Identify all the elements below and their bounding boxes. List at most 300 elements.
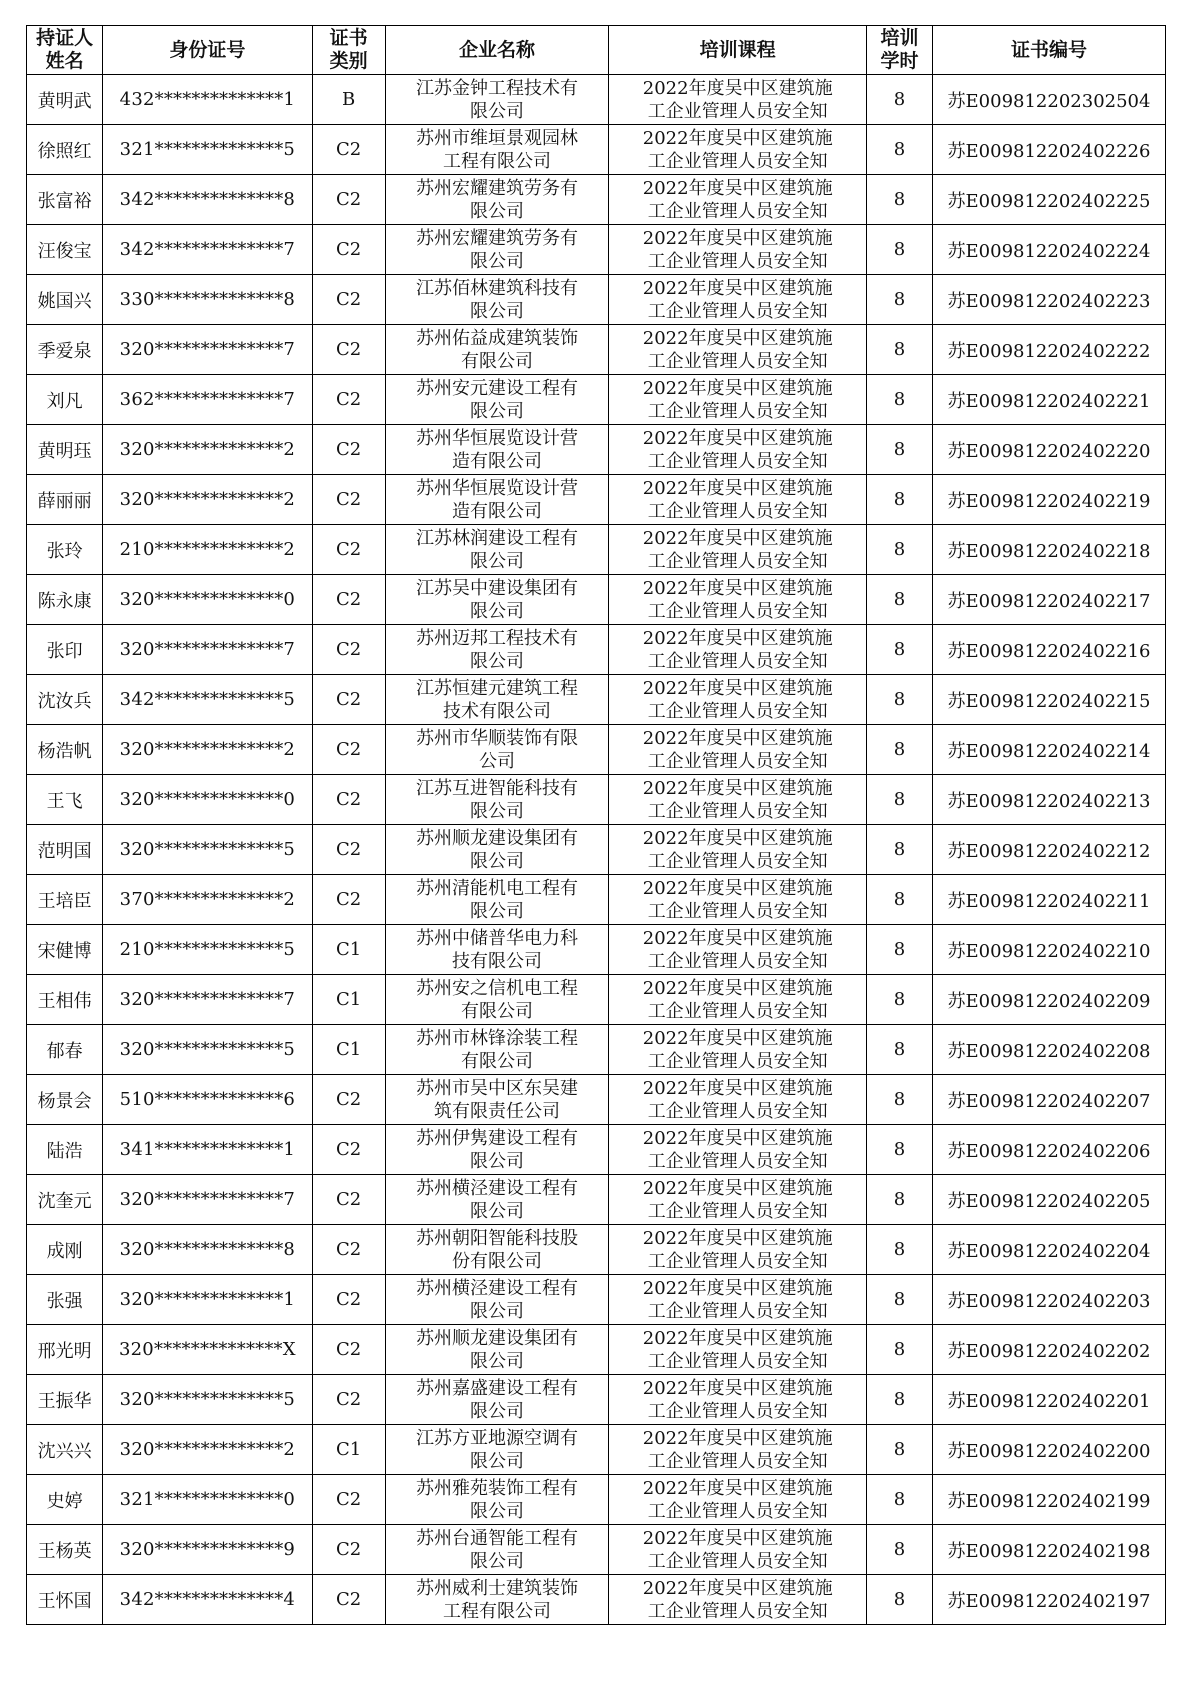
- certificate-number: 苏E009812202402205: [933, 1175, 1166, 1225]
- table-row: [27, 1425, 1166, 1475]
- certificate-number: 苏E009812202402212: [933, 825, 1166, 875]
- training-course-line1: 2022年度吴中区建筑施: [642, 977, 833, 999]
- training-course: [609, 1425, 867, 1475]
- training-hours: 8: [867, 75, 933, 125]
- company-name-line2: 有限公司: [461, 350, 533, 372]
- company-name-line1: 苏州安之信机电工程: [416, 977, 578, 999]
- training-course-line2: 工企业管理人员安全知: [647, 1300, 828, 1322]
- certificate-number: 苏E009812202402209: [933, 975, 1166, 1025]
- training-course-line2: 工企业管理人员安全知: [647, 650, 828, 672]
- certificate-number: 苏E009812202402221: [933, 375, 1166, 425]
- id-number: 341**************1: [103, 1125, 312, 1175]
- table-row: [27, 1175, 1166, 1225]
- training-course: [609, 1225, 867, 1275]
- cert-type: C2: [312, 675, 385, 725]
- training-hours: 8: [867, 275, 933, 325]
- holder-name: 黄明珏: [27, 425, 103, 475]
- training-course-line2: 工企业管理人员安全知: [647, 900, 828, 922]
- id-number: 510**************6: [103, 1075, 312, 1125]
- table-row: [27, 425, 1166, 475]
- cert-type: C2: [312, 225, 385, 275]
- company-name: [385, 1125, 609, 1175]
- training-course-line1: 2022年度吴中区建筑施: [642, 1277, 833, 1299]
- company-name-line2: 限公司: [470, 250, 524, 272]
- training-course: [609, 1175, 867, 1225]
- cert-type: C2: [312, 1075, 385, 1125]
- cert-type: C2: [312, 425, 385, 475]
- company-name-line2: 限公司: [470, 1300, 524, 1322]
- company-name: [385, 1425, 609, 1475]
- holder-name: 薛丽丽: [27, 475, 103, 525]
- training-course: [609, 1275, 867, 1325]
- company-name-line1: 苏州宏耀建筑劳务有: [416, 227, 578, 249]
- company-name-line1: 江苏金钟工程技术有: [416, 77, 578, 99]
- cert-type: C2: [312, 875, 385, 925]
- table-row: [27, 825, 1166, 875]
- holder-name: 郁春: [27, 1025, 103, 1075]
- training-course: [609, 825, 867, 875]
- company-name-line2: 技有限公司: [452, 950, 542, 972]
- company-name-line1: 江苏方亚地源空调有: [416, 1427, 578, 1449]
- table-row: [27, 325, 1166, 375]
- cert-type: C2: [312, 625, 385, 675]
- holder-name: 邢光明: [27, 1325, 103, 1375]
- certificate-number: 苏E009812202402217: [933, 575, 1166, 625]
- company-name: [385, 1075, 609, 1125]
- holder-name: 陆浩: [27, 1125, 103, 1175]
- holder-name: 黄明武: [27, 75, 103, 125]
- company-name: [385, 125, 609, 175]
- id-number: 342**************7: [103, 225, 312, 275]
- cert-type: C2: [312, 1175, 385, 1225]
- company-name-line1: 江苏林润建设工程有: [416, 527, 578, 549]
- id-number: 370**************2: [103, 875, 312, 925]
- table-row: [27, 475, 1166, 525]
- id-number: 210**************2: [103, 525, 312, 575]
- company-name: [385, 1025, 609, 1075]
- certificate-number: 苏E009812202402215: [933, 675, 1166, 725]
- table-row: [27, 1575, 1166, 1625]
- training-hours: 8: [867, 125, 933, 175]
- training-course: [609, 375, 867, 425]
- id-number: 210**************5: [103, 925, 312, 975]
- training-course-line2: 工企业管理人员安全知: [647, 950, 828, 972]
- training-hours: 8: [867, 975, 933, 1025]
- training-course-line2: 工企业管理人员安全知: [647, 750, 828, 772]
- training-course: [609, 75, 867, 125]
- company-name-line2: 造有限公司: [452, 450, 542, 472]
- company-name: [385, 225, 609, 275]
- id-number: 320**************5: [103, 825, 312, 875]
- training-hours: 8: [867, 1425, 933, 1475]
- company-name-line2: 限公司: [470, 800, 524, 822]
- table-row: [27, 225, 1166, 275]
- certificate-number: 苏E009812202302504: [933, 75, 1166, 125]
- cert-type: C1: [312, 1025, 385, 1075]
- training-course-line1: 2022年度吴中区建筑施: [642, 177, 833, 199]
- id-number: 320**************1: [103, 1275, 312, 1325]
- company-name-line2: 限公司: [470, 1350, 524, 1372]
- id-number: 320**************7: [103, 325, 312, 375]
- certificate-number: 苏E009812202402218: [933, 525, 1166, 575]
- header-hours-line1: 培训: [880, 27, 919, 49]
- training-course-line2: 工企业管理人员安全知: [647, 350, 828, 372]
- company-name: [385, 275, 609, 325]
- company-name: [385, 725, 609, 775]
- company-name: [385, 325, 609, 375]
- company-name-line2: 工程有限公司: [443, 150, 551, 172]
- training-course: [609, 625, 867, 675]
- training-course-line1: 2022年度吴中区建筑施: [642, 927, 833, 949]
- company-name-line2: 造有限公司: [452, 500, 542, 522]
- cert-type: C2: [312, 1125, 385, 1175]
- company-name-line1: 苏州市华顺装饰有限: [416, 727, 578, 749]
- company-name-line1: 苏州顺龙建设集团有: [416, 1327, 578, 1349]
- table-row: [27, 1475, 1166, 1525]
- id-number: 320**************7: [103, 975, 312, 1025]
- training-course-line2: 工企业管理人员安全知: [647, 1400, 828, 1422]
- table-row: [27, 1075, 1166, 1125]
- company-name-line1: 苏州威利士建筑装饰: [416, 1577, 578, 1599]
- cert-type: C2: [312, 475, 385, 525]
- cert-type: C2: [312, 825, 385, 875]
- company-name-line2: 限公司: [470, 900, 524, 922]
- company-name-line1: 苏州顺龙建设集团有: [416, 827, 578, 849]
- table-row: [27, 175, 1166, 225]
- training-course: [609, 1325, 867, 1375]
- holder-name: 汪俊宝: [27, 225, 103, 275]
- training-hours: 8: [867, 1225, 933, 1275]
- cert-type: C2: [312, 1375, 385, 1425]
- header-hours: [867, 26, 933, 75]
- holder-name: 张印: [27, 625, 103, 675]
- training-hours: 8: [867, 575, 933, 625]
- company-name-line1: 苏州华恒展览设计营: [416, 427, 578, 449]
- holder-name: 姚国兴: [27, 275, 103, 325]
- cert-type: C1: [312, 1425, 385, 1475]
- training-course: [609, 525, 867, 575]
- training-hours: 8: [867, 425, 933, 475]
- holder-name: 王杨英: [27, 1525, 103, 1575]
- company-name: [385, 75, 609, 125]
- id-number: 362**************7: [103, 375, 312, 425]
- cert-type: C2: [312, 725, 385, 775]
- training-course-line2: 工企业管理人员安全知: [647, 1200, 828, 1222]
- training-hours: 8: [867, 1375, 933, 1425]
- company-name: [385, 975, 609, 1025]
- company-name-line2: 限公司: [470, 400, 524, 422]
- company-name-line1: 江苏恒建元建筑工程: [416, 677, 578, 699]
- training-course: [609, 475, 867, 525]
- company-name-line1: 苏州佑益成建筑装饰: [416, 327, 578, 349]
- table-row: [27, 1375, 1166, 1425]
- training-course-line1: 2022年度吴中区建筑施: [642, 1127, 833, 1149]
- company-name-line1: 苏州市吴中区东吴建: [416, 1077, 578, 1099]
- company-name: [385, 475, 609, 525]
- holder-name: 王振华: [27, 1375, 103, 1425]
- table-row: [27, 575, 1166, 625]
- id-number: 320**************5: [103, 1025, 312, 1075]
- training-hours: 8: [867, 1525, 933, 1575]
- cert-type: C2: [312, 375, 385, 425]
- training-course: [609, 775, 867, 825]
- id-number: 342**************8: [103, 175, 312, 225]
- training-course-line1: 2022年度吴中区建筑施: [642, 1077, 833, 1099]
- holder-name: 张富裕: [27, 175, 103, 225]
- company-name: [385, 1575, 609, 1625]
- company-name-line1: 苏州伊隽建设工程有: [416, 1127, 578, 1149]
- cert-type: C2: [312, 275, 385, 325]
- training-course-line2: 工企业管理人员安全知: [647, 850, 828, 872]
- training-course: [609, 575, 867, 625]
- holder-name: 宋健博: [27, 925, 103, 975]
- table-row: [27, 1125, 1166, 1175]
- cert-type: C2: [312, 525, 385, 575]
- company-name: [385, 1525, 609, 1575]
- training-course-line2: 工企业管理人员安全知: [647, 1250, 828, 1272]
- header-row: [27, 26, 1166, 75]
- company-name-line1: 苏州安元建设工程有: [416, 377, 578, 399]
- training-course-line2: 工企业管理人员安全知: [647, 300, 828, 322]
- training-course-line2: 工企业管理人员安全知: [647, 800, 828, 822]
- training-course: [609, 425, 867, 475]
- cert-type: C2: [312, 1475, 385, 1525]
- company-name: [385, 625, 609, 675]
- training-hours: 8: [867, 775, 933, 825]
- training-hours: 8: [867, 1275, 933, 1325]
- holder-name: 沈汝兵: [27, 675, 103, 725]
- header-holder-name: [27, 26, 103, 75]
- company-name-line1: 苏州嘉盛建设工程有: [416, 1377, 578, 1399]
- company-name-line2: 限公司: [470, 1500, 524, 1522]
- training-course-line1: 2022年度吴中区建筑施: [642, 1177, 833, 1199]
- training-hours: 8: [867, 1175, 933, 1225]
- id-number: 320**************2: [103, 475, 312, 525]
- company-name-line2: 限公司: [470, 550, 524, 572]
- holder-name: 史婷: [27, 1475, 103, 1525]
- company-name-line1: 苏州华恒展览设计营: [416, 477, 578, 499]
- id-number: 321**************0: [103, 1475, 312, 1525]
- cert-type: C2: [312, 575, 385, 625]
- training-course-line2: 工企业管理人员安全知: [647, 100, 828, 122]
- table-row: [27, 1025, 1166, 1075]
- holder-name: 徐照红: [27, 125, 103, 175]
- training-course: [609, 1575, 867, 1625]
- header-hours-line2: 学时: [880, 50, 919, 72]
- cert-type: C2: [312, 175, 385, 225]
- certificate-number: 苏E009812202402213: [933, 775, 1166, 825]
- id-number: 320**************X: [103, 1325, 312, 1375]
- table-row: [27, 975, 1166, 1025]
- training-course: [609, 725, 867, 775]
- company-name-line2: 有限公司: [461, 1050, 533, 1072]
- id-number: 330**************8: [103, 275, 312, 325]
- table-row: [27, 675, 1166, 725]
- id-number: 432**************1: [103, 75, 312, 125]
- cert-type: B: [312, 75, 385, 125]
- training-course-line2: 工企业管理人员安全知: [647, 150, 828, 172]
- training-course: [609, 125, 867, 175]
- training-hours: 8: [867, 325, 933, 375]
- certificate-number: 苏E009812202402222: [933, 325, 1166, 375]
- training-course: [609, 1375, 867, 1425]
- training-course-line1: 2022年度吴中区建筑施: [642, 1527, 833, 1549]
- holder-name: 刘凡: [27, 375, 103, 425]
- company-name: [385, 1225, 609, 1275]
- id-number: 320**************0: [103, 775, 312, 825]
- training-hours: 8: [867, 1325, 933, 1375]
- cert-type: C2: [312, 1525, 385, 1575]
- training-course-line1: 2022年度吴中区建筑施: [642, 577, 833, 599]
- company-name-line2: 限公司: [470, 1200, 524, 1222]
- table-row: [27, 525, 1166, 575]
- table-row: [27, 875, 1166, 925]
- training-hours: 8: [867, 525, 933, 575]
- training-hours: 8: [867, 1025, 933, 1075]
- training-course-line1: 2022年度吴中区建筑施: [642, 627, 833, 649]
- company-name-line2: 限公司: [470, 850, 524, 872]
- cert-type: C2: [312, 1325, 385, 1375]
- holder-name: 王培臣: [27, 875, 103, 925]
- company-name-line1: 江苏吴中建设集团有: [416, 577, 578, 599]
- training-hours: 8: [867, 1475, 933, 1525]
- training-course-line2: 工企业管理人员安全知: [647, 500, 828, 522]
- company-name-line1: 苏州市维垣景观园林: [416, 127, 578, 149]
- training-course-line1: 2022年度吴中区建筑施: [642, 1577, 833, 1599]
- table-row: [27, 75, 1166, 125]
- training-hours: 8: [867, 825, 933, 875]
- company-name: [385, 525, 609, 575]
- cert-type: C2: [312, 1225, 385, 1275]
- id-number: 320**************9: [103, 1525, 312, 1575]
- training-course-line2: 工企业管理人员安全知: [647, 250, 828, 272]
- company-name: [385, 775, 609, 825]
- cert-type: C1: [312, 975, 385, 1025]
- company-name-line2: 限公司: [470, 1450, 524, 1472]
- training-course-line1: 2022年度吴中区建筑施: [642, 477, 833, 499]
- company-name-line2: 技术有限公司: [443, 700, 551, 722]
- company-name-line1: 苏州台通智能工程有: [416, 1527, 578, 1549]
- header-id-number: 身份证号: [103, 26, 312, 75]
- company-name: [385, 675, 609, 725]
- training-course-line2: 工企业管理人员安全知: [647, 600, 828, 622]
- company-name-line2: 有限公司: [461, 1000, 533, 1022]
- holder-name: 张强: [27, 1275, 103, 1325]
- company-name-line2: 限公司: [470, 300, 524, 322]
- training-course-line2: 工企业管理人员安全知: [647, 400, 828, 422]
- holder-name: 季爱泉: [27, 325, 103, 375]
- company-name-line2: 限公司: [470, 1400, 524, 1422]
- id-number: 320**************5: [103, 1375, 312, 1425]
- training-course-line2: 工企业管理人员安全知: [647, 450, 828, 472]
- holder-name: 沈奎元: [27, 1175, 103, 1225]
- company-name-line2: 限公司: [470, 100, 524, 122]
- certificate-number: 苏E009812202402216: [933, 625, 1166, 675]
- table-row: [27, 1225, 1166, 1275]
- table-row: [27, 1325, 1166, 1375]
- company-name-line1: 苏州横泾建设工程有: [416, 1277, 578, 1299]
- training-hours: 8: [867, 625, 933, 675]
- certificate-number: 苏E009812202402225: [933, 175, 1166, 225]
- certificate-number: 苏E009812202402197: [933, 1575, 1166, 1625]
- certificate-number: 苏E009812202402200: [933, 1425, 1166, 1475]
- cert-type: C2: [312, 125, 385, 175]
- certificate-number: 苏E009812202402223: [933, 275, 1166, 325]
- company-name-line1: 苏州迈邦工程技术有: [416, 627, 578, 649]
- training-course-line1: 2022年度吴中区建筑施: [642, 327, 833, 349]
- certificate-number: 苏E009812202402199: [933, 1475, 1166, 1525]
- table-body: [27, 75, 1166, 1625]
- id-number: 321**************5: [103, 125, 312, 175]
- holder-name: 张玲: [27, 525, 103, 575]
- certificate-number: 苏E009812202402206: [933, 1125, 1166, 1175]
- certificate-number: 苏E009812202402198: [933, 1525, 1166, 1575]
- training-course: [609, 925, 867, 975]
- company-name-line2: 工程有限公司: [443, 1600, 551, 1622]
- holder-name: 陈永康: [27, 575, 103, 625]
- company-name-line2: 公司: [479, 750, 515, 772]
- training-hours: 8: [867, 375, 933, 425]
- training-course-line1: 2022年度吴中区建筑施: [642, 527, 833, 549]
- training-hours: 8: [867, 675, 933, 725]
- training-course: [609, 875, 867, 925]
- training-course-line1: 2022年度吴中区建筑施: [642, 1027, 833, 1049]
- company-name-line1: 苏州市林锋涂装工程: [416, 1027, 578, 1049]
- header-company: 企业名称: [385, 26, 609, 75]
- table-row: [27, 275, 1166, 325]
- company-name-line2: 限公司: [470, 1150, 524, 1172]
- training-course-line1: 2022年度吴中区建筑施: [642, 827, 833, 849]
- header-course: 培训课程: [609, 26, 867, 75]
- company-name: [385, 825, 609, 875]
- training-course-line2: 工企业管理人员安全知: [647, 700, 828, 722]
- training-hours: 8: [867, 1125, 933, 1175]
- certificate-table: [26, 25, 1166, 1625]
- id-number: 320**************7: [103, 1175, 312, 1225]
- training-course-line1: 2022年度吴中区建筑施: [642, 1477, 833, 1499]
- id-number: 320**************2: [103, 725, 312, 775]
- holder-name: 杨浩帆: [27, 725, 103, 775]
- holder-name: 王怀国: [27, 1575, 103, 1625]
- training-course: [609, 225, 867, 275]
- training-course-line1: 2022年度吴中区建筑施: [642, 777, 833, 799]
- company-name-line1: 苏州宏耀建筑劳务有: [416, 177, 578, 199]
- company-name-line2: 限公司: [470, 600, 524, 622]
- training-course-line2: 工企业管理人员安全知: [647, 1550, 828, 1572]
- training-course-line2: 工企业管理人员安全知: [647, 1050, 828, 1072]
- training-course: [609, 975, 867, 1025]
- company-name-line1: 苏州雅苑装饰工程有: [416, 1477, 578, 1499]
- header-cert-number: 证书编号: [933, 26, 1166, 75]
- holder-name: 王飞: [27, 775, 103, 825]
- training-hours: 8: [867, 1075, 933, 1125]
- table-row: [27, 1275, 1166, 1325]
- certificate-number: 苏E009812202402219: [933, 475, 1166, 525]
- table-row: [27, 625, 1166, 675]
- id-number: 342**************5: [103, 675, 312, 725]
- company-name: [385, 375, 609, 425]
- certificate-number: 苏E009812202402220: [933, 425, 1166, 475]
- training-course: [609, 1075, 867, 1125]
- certificate-number: 苏E009812202402214: [933, 725, 1166, 775]
- company-name-line2: 份有限公司: [452, 1250, 542, 1272]
- company-name: [385, 1325, 609, 1375]
- training-hours: 8: [867, 475, 933, 525]
- company-name-line1: 苏州朝阳智能科技股: [416, 1227, 578, 1249]
- id-number: 320**************0: [103, 575, 312, 625]
- training-course: [609, 1025, 867, 1075]
- training-course-line1: 2022年度吴中区建筑施: [642, 277, 833, 299]
